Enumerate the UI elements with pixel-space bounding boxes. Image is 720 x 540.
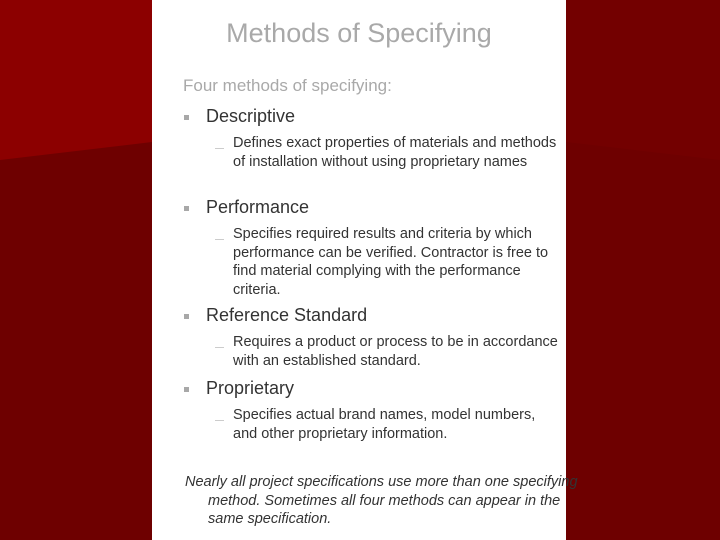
dash-icon: [215, 420, 224, 421]
method-label: Proprietary: [206, 378, 295, 398]
dash-icon: [215, 148, 224, 149]
footer-note: Nearly all project specifications use more than one specifying method. Sometimes all four methods can appear in the same specification.: [185, 474, 578, 527]
square-bullet-icon: [184, 387, 189, 392]
method-label: Reference Standard: [206, 305, 368, 325]
slide-content: [152, 0, 578, 540]
dash-icon: [215, 347, 224, 348]
method-description: Defines exact properties of materials and methods of installation without using proprietary names: [233, 135, 557, 170]
square-bullet-icon: [184, 314, 189, 319]
method-label: Performance: [206, 197, 310, 217]
method-description: Specifies actual brand names, model numbers, and other proprietary information.: [233, 407, 536, 442]
square-bullet-icon: [184, 115, 189, 120]
slide-title: Methods of Specifying: [226, 18, 492, 48]
dash-icon: [215, 239, 224, 240]
method-description: Specifies required results and criteria by which performance can be verified. Contractor is free to find material complying with the performance criteria.: [233, 226, 549, 298]
method-label: Descriptive: [206, 106, 296, 126]
square-bullet-icon: [184, 206, 189, 211]
intro-text: Four methods of specifying:: [183, 76, 392, 95]
method-description: Requires a product or process to be in accordance with an established standard.: [233, 334, 558, 369]
